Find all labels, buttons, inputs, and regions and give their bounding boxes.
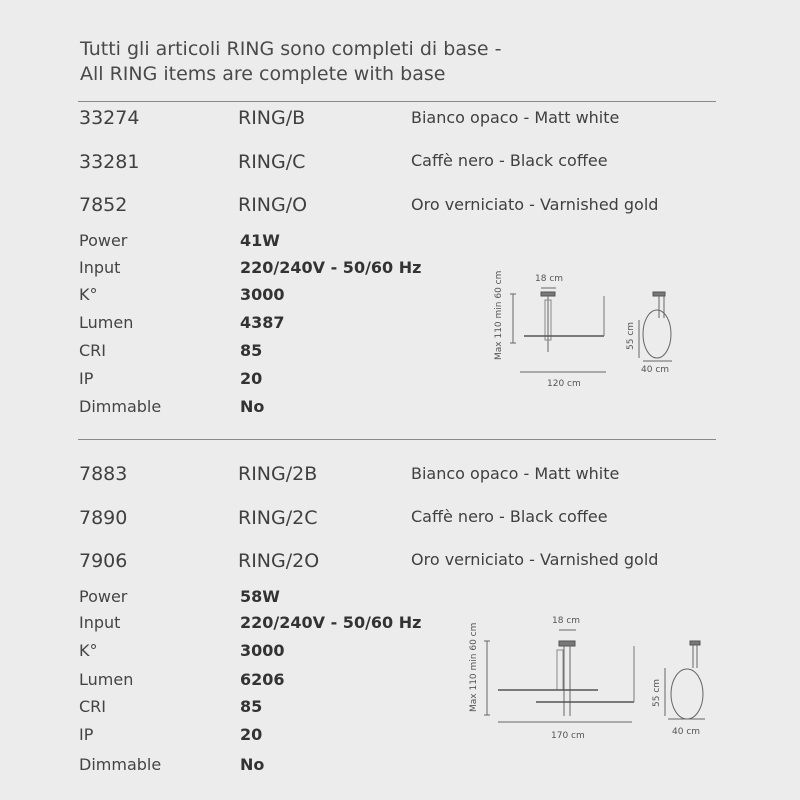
product-model: RING/2O — [238, 550, 320, 572]
dim-base-width-1: 18 cm — [535, 274, 564, 284]
product-code: 33281 — [79, 151, 140, 173]
diagram-ring-single-side — [639, 292, 672, 361]
dim-width-2: 170 cm — [551, 731, 585, 741]
dim-base-width-2: 18 cm — [552, 616, 581, 626]
dim-height-1: Max 110 min 60 cm — [494, 270, 504, 360]
spec-label-ip: IP — [79, 369, 94, 388]
spec-label-kelvin: K° — [79, 641, 98, 660]
spec-value-input: 220/240V - 50/60 Hz — [240, 613, 422, 632]
spec-value-kelvin: 3000 — [240, 641, 285, 660]
spec-label-lumen: Lumen — [79, 670, 134, 689]
product-model: RING/O — [238, 194, 308, 216]
spec-label-lumen: Lumen — [79, 313, 134, 332]
spec-value-dimmable: No — [240, 755, 265, 774]
header-line-2: All RING items are complete with base — [80, 63, 446, 85]
spec-label-cri: CRI — [79, 341, 107, 360]
dim-width-1: 120 cm — [547, 379, 581, 389]
spec-value-ip: 20 — [240, 369, 263, 388]
product-model: RING/2C — [238, 507, 318, 529]
spec-label-input: Input — [79, 613, 121, 632]
product-code: 7890 — [79, 507, 128, 529]
spec-label-dimmable: Dimmable — [79, 755, 162, 774]
product-code: 33274 — [79, 107, 140, 129]
product-code: 7906 — [79, 550, 128, 572]
dim-ring-height-2: 55 cm — [652, 678, 662, 707]
spec-value-power: 41W — [240, 231, 280, 250]
dim-height-2: Max 110 min 60 cm — [469, 622, 479, 712]
dim-ring-height-1: 55 cm — [626, 321, 636, 350]
spec-value-dimmable: No — [240, 397, 265, 416]
dim-ring-width-2: 40 cm — [672, 727, 701, 737]
product-color: Oro verniciato - Varnished gold — [411, 550, 659, 569]
spec-label-power: Power — [79, 587, 128, 606]
product-model: RING/2B — [238, 463, 318, 485]
dim-ring-width-1: 40 cm — [641, 365, 670, 375]
product-code: 7852 — [79, 194, 128, 216]
spec-value-input: 220/240V - 50/60 Hz — [240, 258, 422, 277]
diagram-ring-double — [484, 630, 634, 722]
product-code: 7883 — [79, 463, 128, 485]
spec-label-dimmable: Dimmable — [79, 397, 162, 416]
product-model: RING/B — [238, 107, 306, 129]
spec-value-cri: 85 — [240, 697, 263, 716]
product-color: Oro verniciato - Varnished gold — [411, 195, 659, 214]
product-color: Caffè nero - Black coffee — [411, 151, 608, 170]
spec-value-lumen: 6206 — [240, 670, 285, 689]
spec-label-cri: CRI — [79, 697, 107, 716]
spec-label-kelvin: K° — [79, 285, 98, 304]
spec-value-power: 58W — [240, 587, 280, 606]
spec-value-ip: 20 — [240, 725, 263, 744]
spec-value-kelvin: 3000 — [240, 285, 285, 304]
diagram-ring-double-side — [665, 641, 705, 719]
spec-value-lumen: 4387 — [240, 313, 285, 332]
spec-label-ip: IP — [79, 725, 94, 744]
spec-value-cri: 85 — [240, 341, 263, 360]
product-model: RING/C — [238, 151, 306, 173]
spec-label-power: Power — [79, 231, 128, 250]
header-line-1: Tutti gli articoli RING sono completi di base - — [80, 38, 502, 60]
product-color: Bianco opaco - Matt white — [411, 464, 620, 483]
spec-label-input: Input — [79, 258, 121, 277]
product-color: Caffè nero - Black coffee — [411, 507, 608, 526]
product-color: Bianco opaco - Matt white — [411, 108, 620, 127]
diagram-ring-single — [510, 288, 606, 372]
